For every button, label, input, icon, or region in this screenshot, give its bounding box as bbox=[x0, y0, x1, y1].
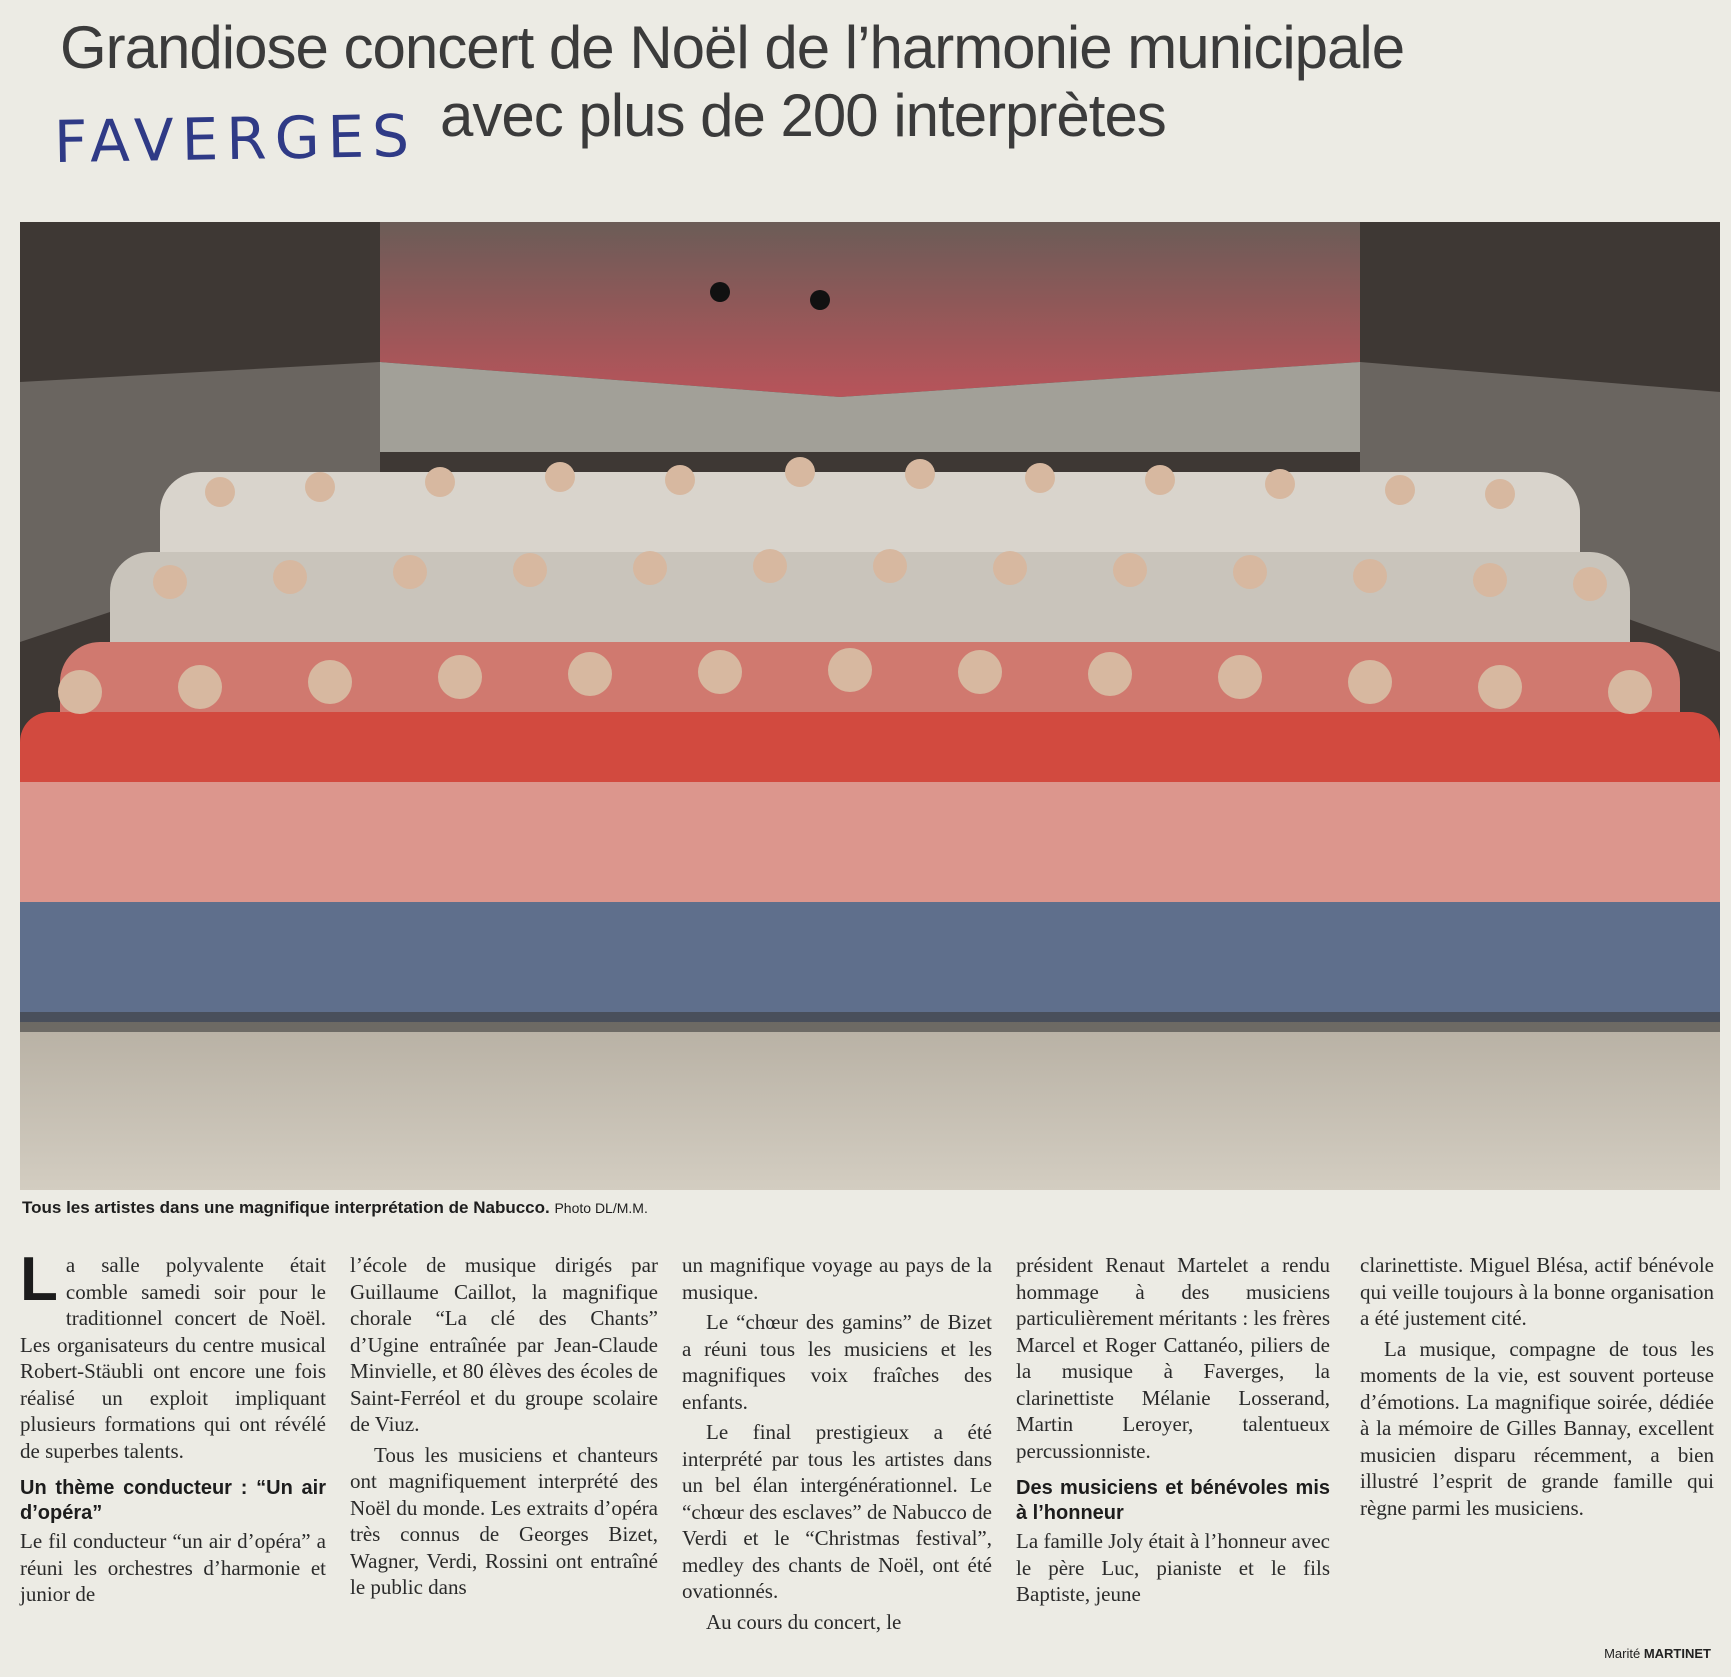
drop-cap: L bbox=[20, 1245, 58, 1314]
author-byline bbox=[1604, 1646, 1711, 1661]
headline-line-1: Grandiose concert de Noël de l’harmonie municipale bbox=[60, 14, 1405, 81]
group-photo bbox=[20, 222, 1720, 1190]
author-last-name: MARTINET bbox=[1643, 1646, 1711, 1661]
caption-text: Tous les artistes dans une magnifique interprétation de Nabucco. bbox=[22, 1198, 550, 1217]
article-paragraph: clarinettiste. Miguel Blésa, actif bénévole qui veille toujours à la bonne organisation a été justement cité. bbox=[1360, 1253, 1714, 1330]
article-paragraph: Le “chœur des gamins” de Bizet a réuni tous les musiciens et les magnifiques voix fraîches des enfants. bbox=[682, 1310, 992, 1414]
article-paragraph: président Renaut Martelet a rendu hommage à des musiciens particulièrement méritants : les frères Marcel et Roger Cattanéo, piliers de la musique à Faverges, la clarinettiste Mélanie Losserand, Martin Leroyer, talentueux percussionniste. bbox=[1016, 1253, 1330, 1463]
group-photo-illustration bbox=[20, 222, 1720, 1190]
article-paragraph bbox=[20, 1245, 326, 1464]
choir-crowd bbox=[20, 472, 1720, 1032]
article-paragraph: Le fil conducteur “un air d’opéra” a réuni les orchestres d’harmonie et junior de bbox=[20, 1529, 326, 1606]
article-paragraph: La musique, compagne de tous les moments de la vie, est souvent porteuse d’émotions. La magnifique soirée, dédiée à la mémoire de Gilles Bannay, excellent musicien disparu récemment, a bien illustré l’esprit de grande famille qui règne parmi les musiciens. bbox=[1360, 1336, 1714, 1520]
handwritten-annotation: FAVERGES bbox=[53, 101, 418, 177]
subheading: Un thème conducteur : “Un air d’opéra” bbox=[20, 1477, 326, 1524]
article-column-4 bbox=[1016, 1252, 1330, 1612]
article-column-5 bbox=[1360, 1252, 1714, 1525]
paragraph-text: a salle polyvalente était comble samedi soir pour le traditionnel concert de Noël. Les organisateurs du centre musical Robert-Stäubli ont encore une fois réalisé un exploit impliquant plusieurs formations qui ont révélé de superbes talents. bbox=[20, 1253, 326, 1463]
article-paragraph: Tous les musiciens et chanteurs ont magnifiquement interprété des Noël du monde. Les extraits d’opéra très connus de Georges Bizet, Wagner, Verdi, Rossini ont entraîné le public dans bbox=[350, 1442, 658, 1599]
article-paragraph: un magnifique voyage au pays de la musique. bbox=[682, 1253, 992, 1304]
article-column-3 bbox=[682, 1252, 992, 1639]
author-first-name: Marité bbox=[1604, 1646, 1641, 1661]
headline-line-2: avec plus de 200 interprètes bbox=[440, 82, 1166, 149]
article-paragraph: Le final prestigieux a été interprété par tous les artistes dans un bel élan intergénérationnel. Le “chœur des esclaves” de Nabucco de Verdi et le “Christmas festival”, medley des chants de Noël, ont été ovationnés. bbox=[682, 1420, 992, 1603]
photo-caption bbox=[22, 1198, 1722, 1218]
article-column-1 bbox=[20, 1245, 326, 1612]
article-column-2 bbox=[350, 1252, 658, 1605]
article-paragraph: Au cours du concert, le bbox=[706, 1609, 902, 1634]
subheading: Des musiciens et bénévoles mis à l’honneur bbox=[1016, 1477, 1330, 1524]
photo-credit: Photo DL/M.M. bbox=[554, 1200, 648, 1216]
article-paragraph: La famille Joly était à l’honneur avec le père Luc, pianiste et le fils Baptiste, jeune bbox=[1016, 1529, 1330, 1606]
article-paragraph: l’école de musique dirigés par Guillaume Caillot, la magnifique chorale “La clé des Chants” d’Ugine entraînée par Jean-Claude Minvielle, et 80 élèves des écoles de Saint-Ferréol et du groupe scolaire de Viuz. bbox=[350, 1253, 658, 1436]
